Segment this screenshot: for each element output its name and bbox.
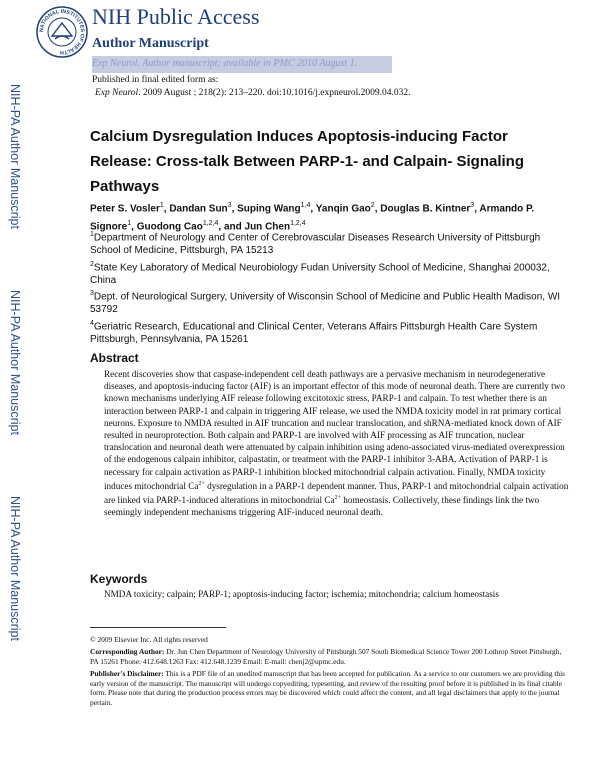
affiliation-text: Department of Neurology and Center of Cerebrovascular Diseases Research University of Pittsburgh School of Medicine, Pittsburgh, PA 15213	[90, 232, 541, 256]
side-watermark-middle: NIH-PA Author Manuscript	[8, 290, 22, 435]
published-line: Published in final edited form as:	[92, 75, 219, 85]
abstract-text: Recent discoveries show that caspase-independent cell death pathways are a pervasive mechanism in neurodegenerative diseases, and apoptosis-inducing factor (AIF) is an important effector of this mode of neuronal death. There are currently two known mechanisms underlying AIF release following excitotoxic stress, PARP-1 and calpain. To test whether there is an interaction between PARP-1 and calpain in triggering AIF release, we used the NMDA toxicity model in rat primary cortical neurons. Exposure to NMDA resulted in AIF truncation and nuclear translocation, and shRNA-mediated knock down of AIF resulted in neuroprotection. Both calpain and PARP-1 are involved with AIF processing as AIF truncation, nuclear translocation and neuronal death were attenuated by calpain inhibition using adeno-associated virus-mediated overexpression of the endogenous calpain inhibitor, calpastatin, or treatment with the PARP-1 inhibitor 3-ABA. Activation of PARP-1 is necessary for calpain activation as PARP-1 inhibition blocked mitochondrial calpain activation. Finally, NMDA toxicity induces mitochondrial Ca	[104, 369, 565, 491]
author-name: Guodong Cao	[136, 221, 203, 233]
article-title: Calcium Dysregulation Induces Apoptosis-inducing Factor Release: Cross-talk Between PARP-1- and Calpain- Signaling Pathways	[90, 128, 524, 195]
affiliation-marker: 2	[90, 261, 94, 268]
corresponding-author-note	[90, 647, 570, 666]
corresponding-author-text: Dr. Jun Chen Department of Neurology University of Pittsburgh 507 South Biomedical Science Tower 200 Lothrop Street Pittsburgh, PA 15261 Phone: 412.648.1263 Fax: 412.648.1239 Email: E-mail: chenj2@upmc.edu.	[90, 647, 562, 666]
nih-public-access-title: NIH Public Access	[92, 4, 260, 29]
citation-line	[95, 88, 411, 98]
abstract-superscript: 2+	[198, 480, 205, 487]
author-affiliation-marker: 1,4	[300, 202, 311, 209]
author-separator: , and	[218, 221, 245, 233]
nih-seal-icon	[36, 6, 88, 58]
author-affiliation-marker: 2	[370, 202, 375, 209]
author-name: Suping Wang	[237, 203, 301, 215]
author-affiliation-marker: 1	[159, 202, 164, 209]
affiliation-item	[90, 259, 570, 287]
author-separator: ,	[474, 203, 480, 215]
affiliation-marker: 1	[90, 231, 94, 238]
citation-journal: Exp Neurol	[95, 88, 139, 98]
author-separator: ,	[374, 203, 381, 215]
publisher-disclaimer-label: Publisher's Disclaimer:	[90, 669, 164, 678]
author-affiliation-marker: 1	[127, 220, 132, 228]
keywords-heading: Keywords	[90, 572, 148, 586]
svg-text:NATIONAL INSTITUTES OF HEALTH: NATIONAL INSTITUTES OF HEALTH	[38, 8, 86, 56]
nih-seal-logo	[36, 6, 88, 58]
author-name: Armando P. Signore	[90, 203, 535, 233]
banner-journal: Exp Neurol	[92, 58, 138, 69]
author-separator: ,	[163, 203, 170, 215]
author-name: Dandan Sun	[169, 203, 228, 215]
author-separator: ,	[231, 203, 238, 215]
author-affiliation-marker: 3	[227, 202, 232, 209]
author-name: Jun Chen	[244, 221, 291, 233]
keywords-list: NMDA toxicity; calpain; PARP-1; apoptosis-inducing factor; ischemia; mitochondria; calcium homeostasis	[104, 589, 499, 599]
author-manuscript-subtitle: Author Manuscript	[92, 36, 209, 51]
author-name: Yanqin Gao	[315, 203, 371, 215]
citation-details: . 2009 August ; 218(2): 213–220. doi:10.1016/j.expneurol.2009.04.032.	[138, 88, 411, 98]
copyright-notice: © 2009 Elsevier Inc. All rights reserved	[90, 635, 208, 644]
author-separator: ,	[310, 203, 316, 215]
affiliation-item	[90, 229, 570, 257]
affiliation-item	[90, 288, 570, 316]
affiliation-text: Geriatric Research, Educational and Clinical Center, Veterans Affairs Pittsburgh Health Care System Pittsburgh, Pennsylvania, PA 15261	[90, 321, 538, 345]
publisher-disclaimer-text: This is a PDF file of an unedited manuscript that has been accepted for publication. As a service to our customers we are providing this early version of the manuscript. The manuscript will undergo copyediting, typesetting, and review of the resulting proof before it is published in its final citable form. Please note that during the production process errors may be discovered which could affect the content, and all legal disclaimers that apply to the journal pertain.	[90, 669, 566, 707]
author-separator: ,	[131, 221, 137, 233]
banner-availability-text: . Author manuscript; available in PMC 2010 August 1.	[137, 58, 358, 69]
corresponding-author-label: Corresponding Author:	[90, 647, 165, 656]
abstract-text: homeostasis. Collectively, these findings link the two seemingly independent mechanisms triggering AIF-induced neuronal death.	[104, 495, 540, 518]
affiliation-item	[90, 318, 570, 346]
affiliation-marker: 4	[90, 320, 94, 327]
author-affiliation-marker: 3	[470, 202, 475, 209]
affiliation-marker: 3	[90, 290, 94, 297]
author-affiliation-marker: 1,2,4	[202, 220, 219, 228]
author-name: Douglas B. Kintner	[380, 203, 471, 215]
abstract-body	[104, 368, 570, 519]
abstract-text: dysregulation in a PARP-1 dependent manner. Thus, PARP-1 and mitochondrial calpain activation are linked via PARP-1-induced alterations in mitochondrial Ca	[104, 480, 569, 506]
side-watermark-top: NIH-PA Author Manuscript	[8, 84, 22, 229]
abstract-superscript: 2+	[334, 495, 341, 502]
availability-banner	[92, 58, 357, 69]
affiliation-text: State Key Laboratory of Medical Neurobiology Fudan University School of Medicine, Shanghai 200032, China	[90, 262, 550, 286]
author-affiliation-marker: 1,2,4	[290, 220, 306, 228]
side-watermark-bottom: NIH-PA Author Manuscript	[8, 496, 22, 641]
abstract-heading: Abstract	[90, 351, 139, 365]
publisher-disclaimer	[90, 669, 570, 707]
author-name: Peter S. Vosler	[90, 203, 160, 215]
footnote-divider	[90, 627, 226, 628]
affiliation-text: Dept. of Neurological Surgery, University of Wisconsin School of Medicine and Public Health Madison, WI 53792	[90, 291, 561, 315]
